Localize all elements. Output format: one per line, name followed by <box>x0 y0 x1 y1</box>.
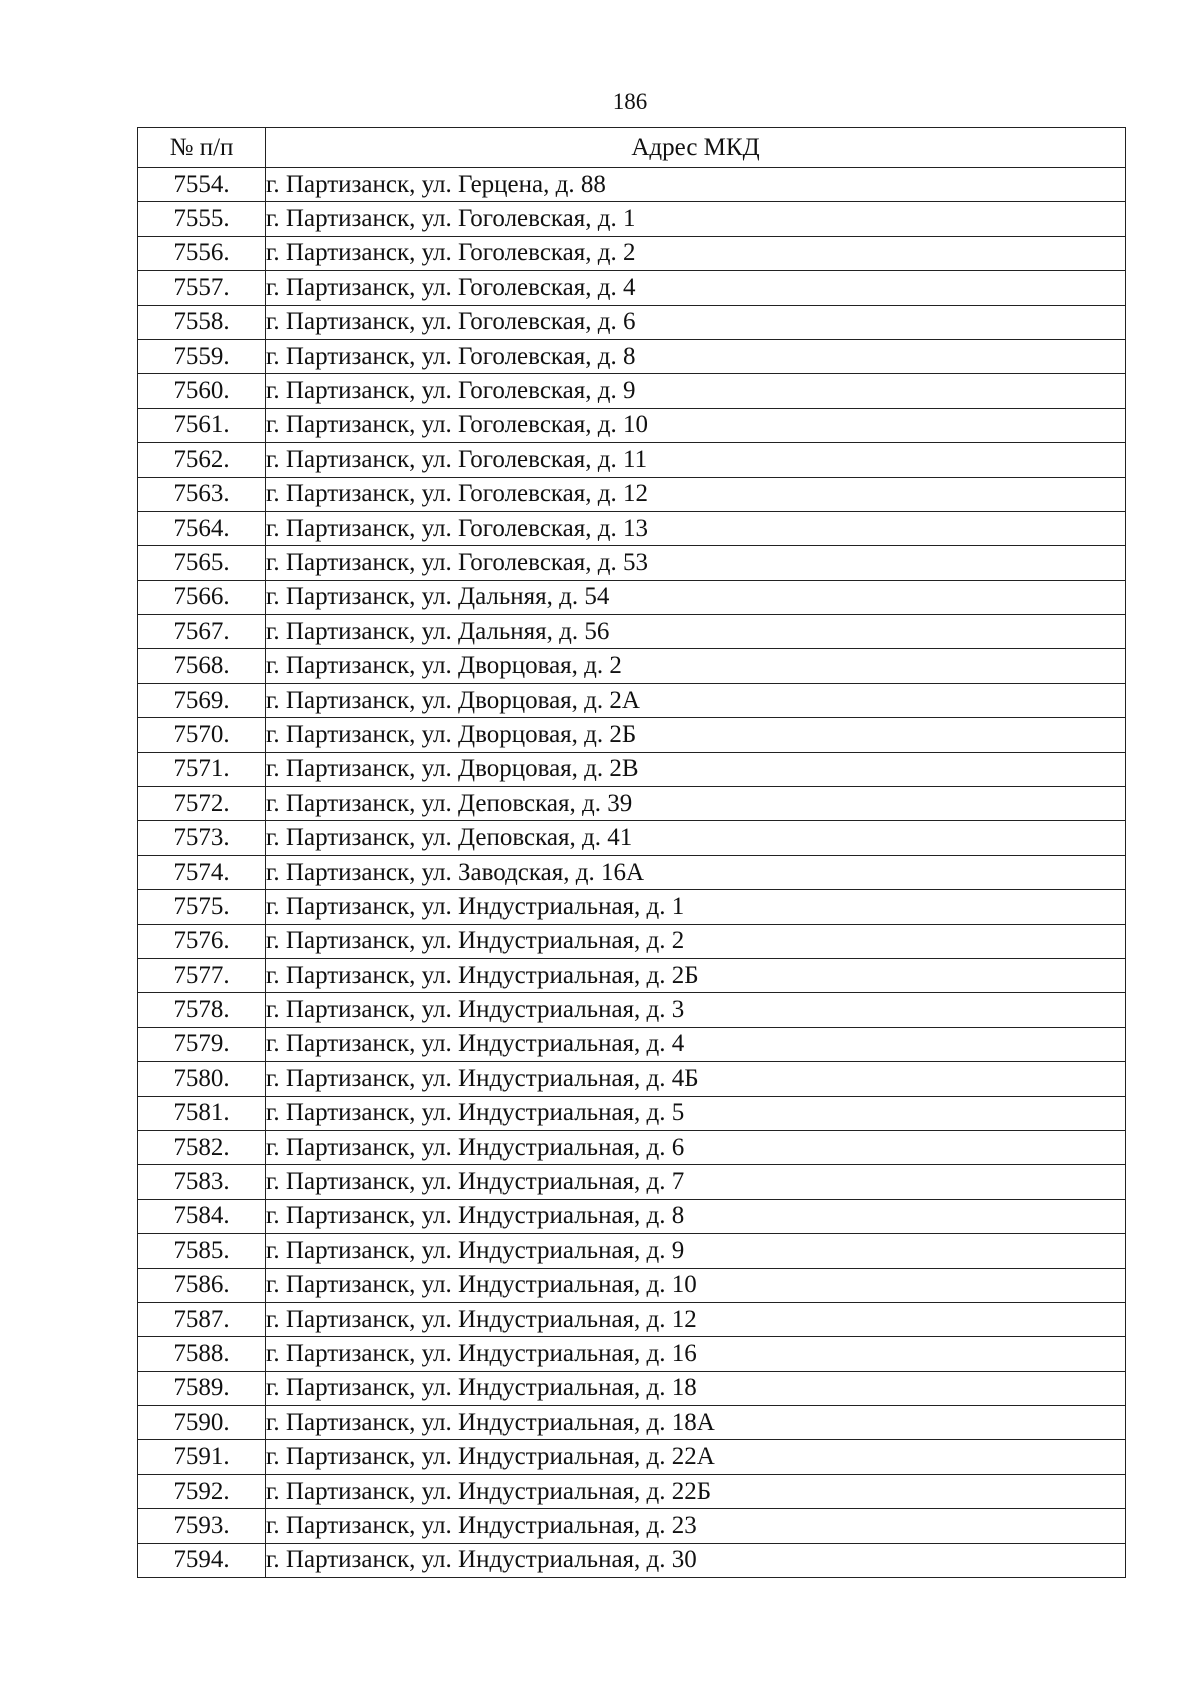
row-number: 7581. <box>138 1096 266 1130</box>
row-address: г. Партизанск, ул. Индустриальная, д. 18А <box>266 1406 1126 1440</box>
row-number: 7575. <box>138 890 266 924</box>
row-number: 7571. <box>138 752 266 786</box>
row-number: 7577. <box>138 958 266 992</box>
row-address: г. Партизанск, ул. Дальняя, д. 54 <box>266 580 1126 614</box>
table-row <box>138 924 1126 958</box>
row-number: 7584. <box>138 1199 266 1233</box>
row-number: 7562. <box>138 443 266 477</box>
row-number: 7557. <box>138 271 266 305</box>
table-row <box>138 580 1126 614</box>
table-row <box>138 821 1126 855</box>
table-row <box>138 546 1126 580</box>
row-address: г. Партизанск, ул. Гоголевская, д. 8 <box>266 339 1126 373</box>
row-number: 7563. <box>138 477 266 511</box>
row-number: 7565. <box>138 546 266 580</box>
table-row <box>138 1165 1126 1199</box>
table-row <box>138 271 1126 305</box>
table-row <box>138 236 1126 270</box>
table-row <box>138 1474 1126 1508</box>
table-row <box>138 890 1126 924</box>
row-address: г. Партизанск, ул. Гоголевская, д. 10 <box>266 408 1126 442</box>
table-row <box>138 1027 1126 1061</box>
table-row <box>138 787 1126 821</box>
table-row <box>138 1302 1126 1336</box>
table-row <box>138 993 1126 1027</box>
row-address: г. Партизанск, ул. Индустриальная, д. 22Б <box>266 1474 1126 1508</box>
table-row <box>138 339 1126 373</box>
table-row <box>138 202 1126 236</box>
table-row <box>138 1062 1126 1096</box>
row-address: г. Партизанск, ул. Индустриальная, д. 4 <box>266 1027 1126 1061</box>
row-address: г. Партизанск, ул. Гоголевская, д. 13 <box>266 511 1126 545</box>
row-address: г. Партизанск, ул. Гоголевская, д. 53 <box>266 546 1126 580</box>
row-number: 7573. <box>138 821 266 855</box>
table-row <box>138 1234 1126 1268</box>
row-number: 7583. <box>138 1165 266 1199</box>
row-number: 7566. <box>138 580 266 614</box>
row-address: г. Партизанск, ул. Индустриальная, д. 9 <box>266 1234 1126 1268</box>
row-number: 7593. <box>138 1509 266 1543</box>
row-address: г. Партизанск, ул. Индустриальная, д. 6 <box>266 1130 1126 1164</box>
row-number: 7555. <box>138 202 266 236</box>
row-address: г. Партизанск, ул. Дворцовая, д. 2Б <box>266 718 1126 752</box>
row-address: г. Партизанск, ул. Деповская, д. 41 <box>266 821 1126 855</box>
page-number: 186 <box>612 89 648 114</box>
row-number: 7554. <box>138 168 266 202</box>
row-address: г. Партизанск, ул. Герцена, д. 88 <box>266 168 1126 202</box>
row-address: г. Партизанск, ул. Индустриальная, д. 3 <box>266 993 1126 1027</box>
row-address: г. Партизанск, ул. Гоголевская, д. 2 <box>266 236 1126 270</box>
row-number: 7579. <box>138 1027 266 1061</box>
row-number: 7576. <box>138 924 266 958</box>
row-number: 7588. <box>138 1337 266 1371</box>
table-row <box>138 958 1126 992</box>
row-address: г. Партизанск, ул. Дворцовая, д. 2А <box>266 683 1126 717</box>
table-row <box>138 1440 1126 1474</box>
row-number: 7574. <box>138 855 266 889</box>
row-number: 7578. <box>138 993 266 1027</box>
table-row <box>138 1543 1126 1577</box>
table-row <box>138 477 1126 511</box>
row-address: г. Партизанск, ул. Заводская, д. 16А <box>266 855 1126 889</box>
table-row <box>138 615 1126 649</box>
row-address: г. Партизанск, ул. Индустриальная, д. 7 <box>266 1165 1126 1199</box>
table-row <box>138 1130 1126 1164</box>
row-address: г. Партизанск, ул. Дальняя, д. 56 <box>266 615 1126 649</box>
table-row <box>138 752 1126 786</box>
row-address: г. Партизанск, ул. Индустриальная, д. 2Б <box>266 958 1126 992</box>
row-number: 7564. <box>138 511 266 545</box>
table-row <box>138 443 1126 477</box>
row-address: г. Партизанск, ул. Индустриальная, д. 16 <box>266 1337 1126 1371</box>
row-address: г. Партизанск, ул. Гоголевская, д. 9 <box>266 374 1126 408</box>
table-row <box>138 168 1126 202</box>
row-address: г. Партизанск, ул. Индустриальная, д. 23 <box>266 1509 1126 1543</box>
row-address: г. Партизанск, ул. Индустриальная, д. 1 <box>266 890 1126 924</box>
table-header <box>138 128 1126 168</box>
row-number: 7569. <box>138 683 266 717</box>
table-row <box>138 1096 1126 1130</box>
row-number: 7560. <box>138 374 266 408</box>
row-address: г. Партизанск, ул. Индустриальная, д. 4Б <box>266 1062 1126 1096</box>
row-number: 7585. <box>138 1234 266 1268</box>
row-number: 7558. <box>138 305 266 339</box>
row-address: г. Партизанск, ул. Гоголевская, д. 6 <box>266 305 1126 339</box>
row-number: 7594. <box>138 1543 266 1577</box>
row-number: 7582. <box>138 1130 266 1164</box>
row-address: г. Партизанск, ул. Индустриальная, д. 30 <box>266 1543 1126 1577</box>
row-number: 7572. <box>138 787 266 821</box>
row-number: 7570. <box>138 718 266 752</box>
row-number: 7586. <box>138 1268 266 1302</box>
row-address: г. Партизанск, ул. Гоголевская, д. 12 <box>266 477 1126 511</box>
table-row <box>138 649 1126 683</box>
row-address: г. Партизанск, ул. Индустриальная, д. 8 <box>266 1199 1126 1233</box>
row-number: 7591. <box>138 1440 266 1474</box>
row-number: 7590. <box>138 1406 266 1440</box>
row-address: г. Партизанск, ул. Гоголевская, д. 1 <box>266 202 1126 236</box>
row-address: г. Партизанск, ул. Гоголевская, д. 4 <box>266 271 1126 305</box>
table-body <box>138 168 1126 1578</box>
row-address: г. Партизанск, ул. Индустриальная, д. 10 <box>266 1268 1126 1302</box>
row-address: г. Партизанск, ул. Индустриальная, д. 22А <box>266 1440 1126 1474</box>
row-address: г. Партизанск, ул. Деповская, д. 39 <box>266 787 1126 821</box>
row-number: 7568. <box>138 649 266 683</box>
table-row <box>138 1509 1126 1543</box>
table-row <box>138 1268 1126 1302</box>
row-number: 7556. <box>138 236 266 270</box>
table-row <box>138 718 1126 752</box>
row-number: 7589. <box>138 1371 266 1405</box>
table-row <box>138 683 1126 717</box>
table-row <box>138 1371 1126 1405</box>
table-row <box>138 305 1126 339</box>
row-address: г. Партизанск, ул. Гоголевская, д. 11 <box>266 443 1126 477</box>
table-row <box>138 374 1126 408</box>
row-number: 7587. <box>138 1302 266 1336</box>
row-number: 7567. <box>138 615 266 649</box>
row-address: г. Партизанск, ул. Индустриальная, д. 12 <box>266 1302 1126 1336</box>
row-number: 7580. <box>138 1062 266 1096</box>
row-address: г. Партизанск, ул. Дворцовая, д. 2 <box>266 649 1126 683</box>
row-address: г. Партизанск, ул. Дворцовая, д. 2В <box>266 752 1126 786</box>
row-address: г. Партизанск, ул. Индустриальная, д. 18 <box>266 1371 1126 1405</box>
header-row <box>138 128 1126 168</box>
column-header-number: № п/п <box>138 128 266 168</box>
table-row <box>138 511 1126 545</box>
table-row <box>138 1199 1126 1233</box>
row-address: г. Партизанск, ул. Индустриальная, д. 5 <box>266 1096 1126 1130</box>
column-header-address: Адрес МКД <box>266 128 1126 168</box>
row-address: г. Партизанск, ул. Индустриальная, д. 2 <box>266 924 1126 958</box>
table-row <box>138 855 1126 889</box>
row-number: 7592. <box>138 1474 266 1508</box>
table-row <box>138 408 1126 442</box>
address-table <box>137 127 1126 1578</box>
row-number: 7561. <box>138 408 266 442</box>
table-row <box>138 1406 1126 1440</box>
row-number: 7559. <box>138 339 266 373</box>
table-row <box>138 1337 1126 1371</box>
